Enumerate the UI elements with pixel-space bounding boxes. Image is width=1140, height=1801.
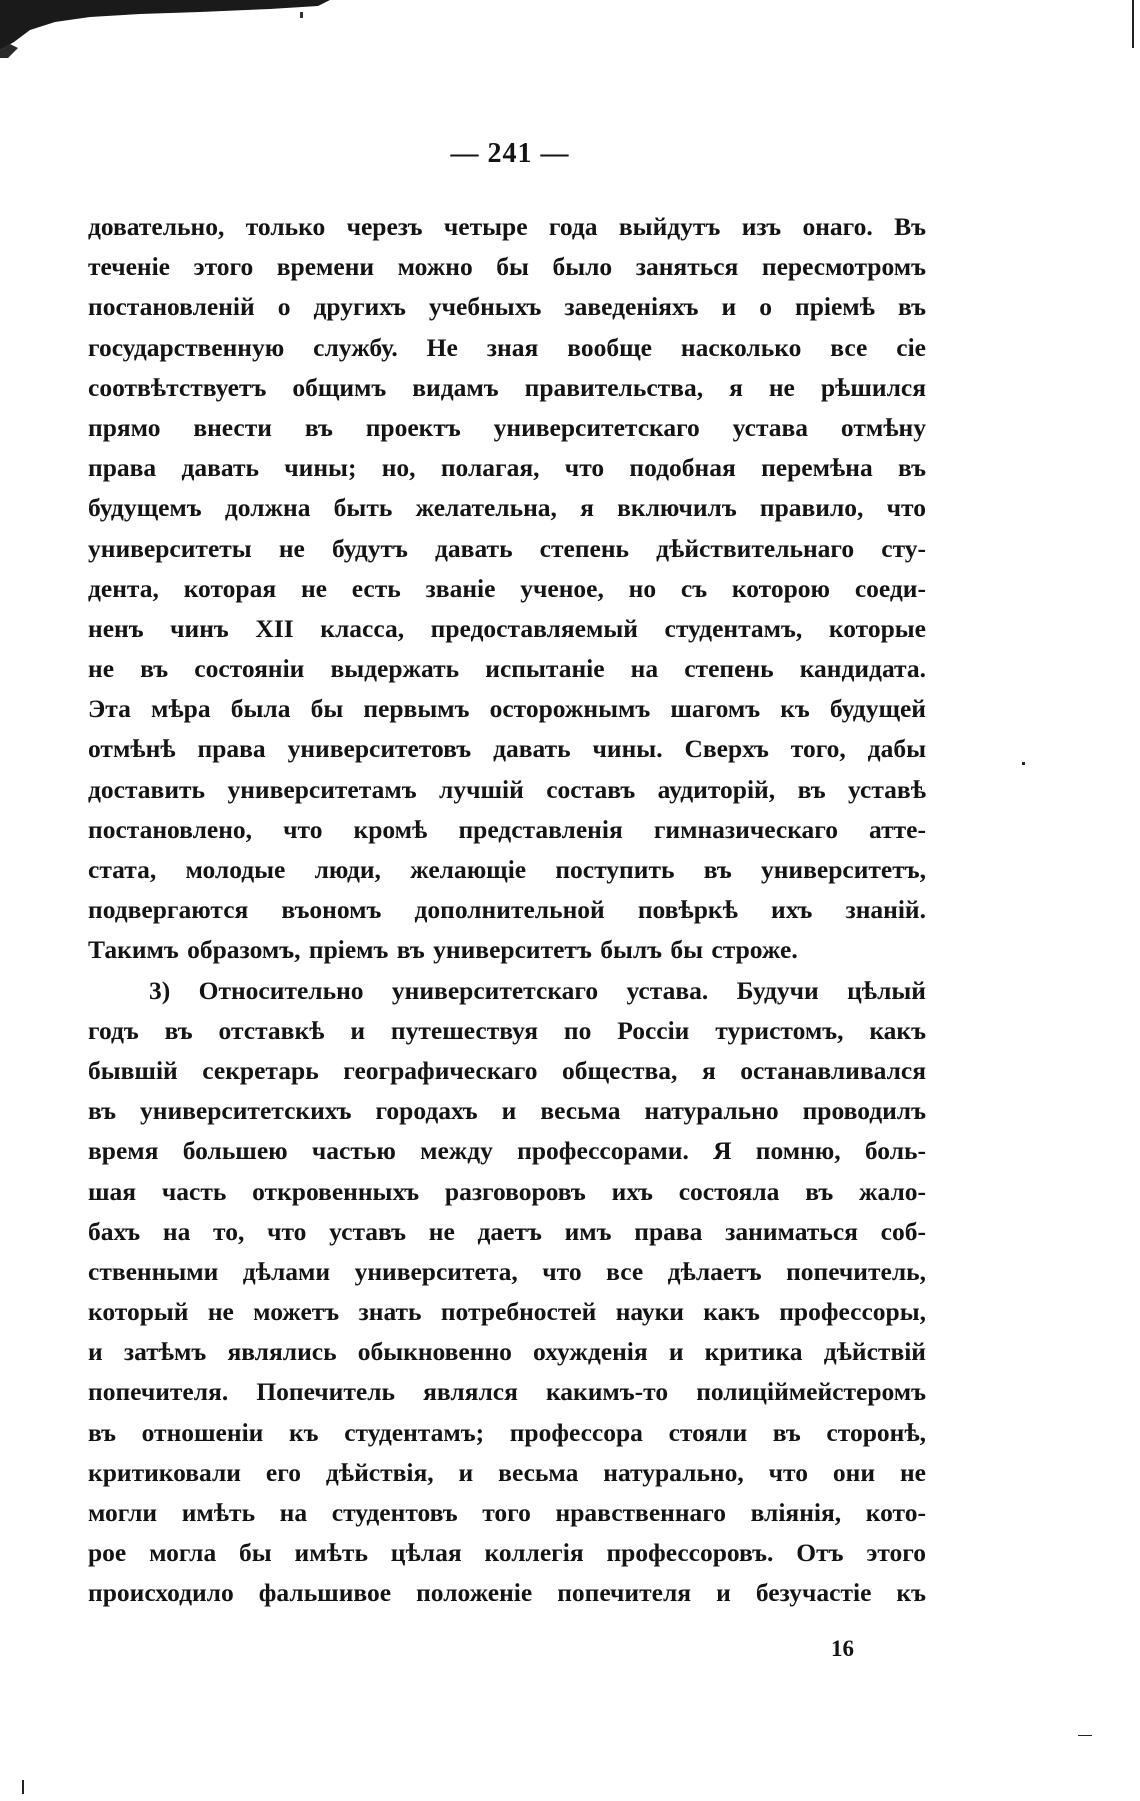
scan-speck [1022, 762, 1025, 765]
text-line: въ отношеніи къ студентамъ; профессора стояли въ сторонѣ, [88, 1417, 926, 1447]
text-line: постановлено, что кромѣ представленія гимназическаго атте- [88, 814, 926, 844]
text-line: постановленій о другихъ учебныхъ заведеніяхъ и о пріемѣ въ [88, 292, 926, 322]
text-line: довательно, только черезъ четыре года выйдутъ изъ онаго. Въ [88, 212, 926, 241]
text-line: шая часть откровенныхъ разговоровъ ихъ состояла въ жало- [88, 1176, 926, 1206]
text-line: прямо внести въ проектъ университетскаго устава отмѣну [88, 412, 926, 442]
text-line: права давать чины; но, полагая, что подобная перемѣна въ [88, 453, 926, 483]
text-line: въ университетскихъ городахъ и весьма натурально проводилъ [88, 1096, 926, 1126]
text-line: критиковали его дѣйствія, и весьма натурально, что они не [88, 1457, 926, 1487]
text-line: государственную службу. Не зная вообще насколько все сіе [88, 332, 926, 362]
text-line: годъ въ отставкѣ и путешествуя по Россіи туристомъ, какъ [88, 1015, 926, 1045]
text-line: попечителя. Попечитель являлся какимъ-то полиціймейстеромъ [88, 1377, 926, 1407]
text-line: будущемъ должна быть желательна, я включилъ правило, что [88, 493, 926, 523]
text-line: который не можетъ знать потребностей науки какъ профессоры, [88, 1297, 926, 1327]
text-line: Такимъ образомъ, пріемъ въ университетъ былъ бы строже. [88, 935, 798, 965]
text-line: не въ состояніи выдержать испытаніе на степень кандидата. [88, 654, 926, 684]
text-line: происходило фальшивое положеніе попечителя и безучастіе къ [88, 1578, 926, 1608]
text-line: отмѣнѣ права университетовъ давать чины. Сверхъ того, дабы [88, 734, 926, 764]
text-line: ненъ чинъ XII класса, предоставляемый студентамъ, которые [88, 613, 926, 643]
running-head: — 241 — [450, 138, 570, 169]
text-line: теченіе этого времени можно бы было заняться пересмотромъ [88, 252, 926, 282]
text-line: университеты не будутъ давать степень дѣйствительнаго сту- [88, 533, 926, 563]
scan-speck [1132, 0, 1134, 48]
text-line: и затѣмъ являлись обыкновенно охужденія и критика дѣйствій [88, 1337, 926, 1367]
text-line: бахъ на то, что уставъ не даетъ имъ права заниматься соб- [88, 1216, 926, 1246]
body-text [88, 207, 926, 1614]
signature-mark: 16 [831, 1636, 854, 1661]
scan-speck [22, 1780, 24, 1794]
text-line: могли имѣть на студентовъ того нравственнаго вліянія, кото- [88, 1498, 926, 1527]
text-line: ственными дѣлами университета, что все дѣлаетъ попечитель, [88, 1256, 926, 1286]
text-line: стата, молодые люди, желающіе поступить въ университетъ, [88, 855, 926, 884]
text-line: рое могла бы имѣть цѣлая коллегія профессоровъ. Отъ этого [88, 1538, 926, 1568]
text-line: соотвѣтствуетъ общимъ видамъ правительства, я не рѣшился [88, 372, 926, 402]
text-line: дента, которая не есть званіе ученое, но съ которою соеди- [88, 573, 926, 603]
text-line: подвергаются въономъ дополнительной повѣркѣ ихъ знаній. [88, 895, 926, 925]
text-line: Эта мѣра была бы первымъ осторожнымъ шагомъ къ будущей [88, 694, 926, 724]
text-line: доставить университетамъ лучшій составъ аудиторій, въ уставѣ [88, 774, 926, 804]
scan-speck [1078, 1735, 1092, 1736]
scan-edge-smudge [0, 0, 360, 58]
text-line: время большею частью между профессорами. Я помню, боль- [88, 1136, 926, 1166]
text-line: бывшій секретарь географическаго общества, я останавливался [88, 1055, 926, 1085]
text-line: 3) Относительно университетскаго устава. Будучи цѣлый [149, 975, 926, 1005]
